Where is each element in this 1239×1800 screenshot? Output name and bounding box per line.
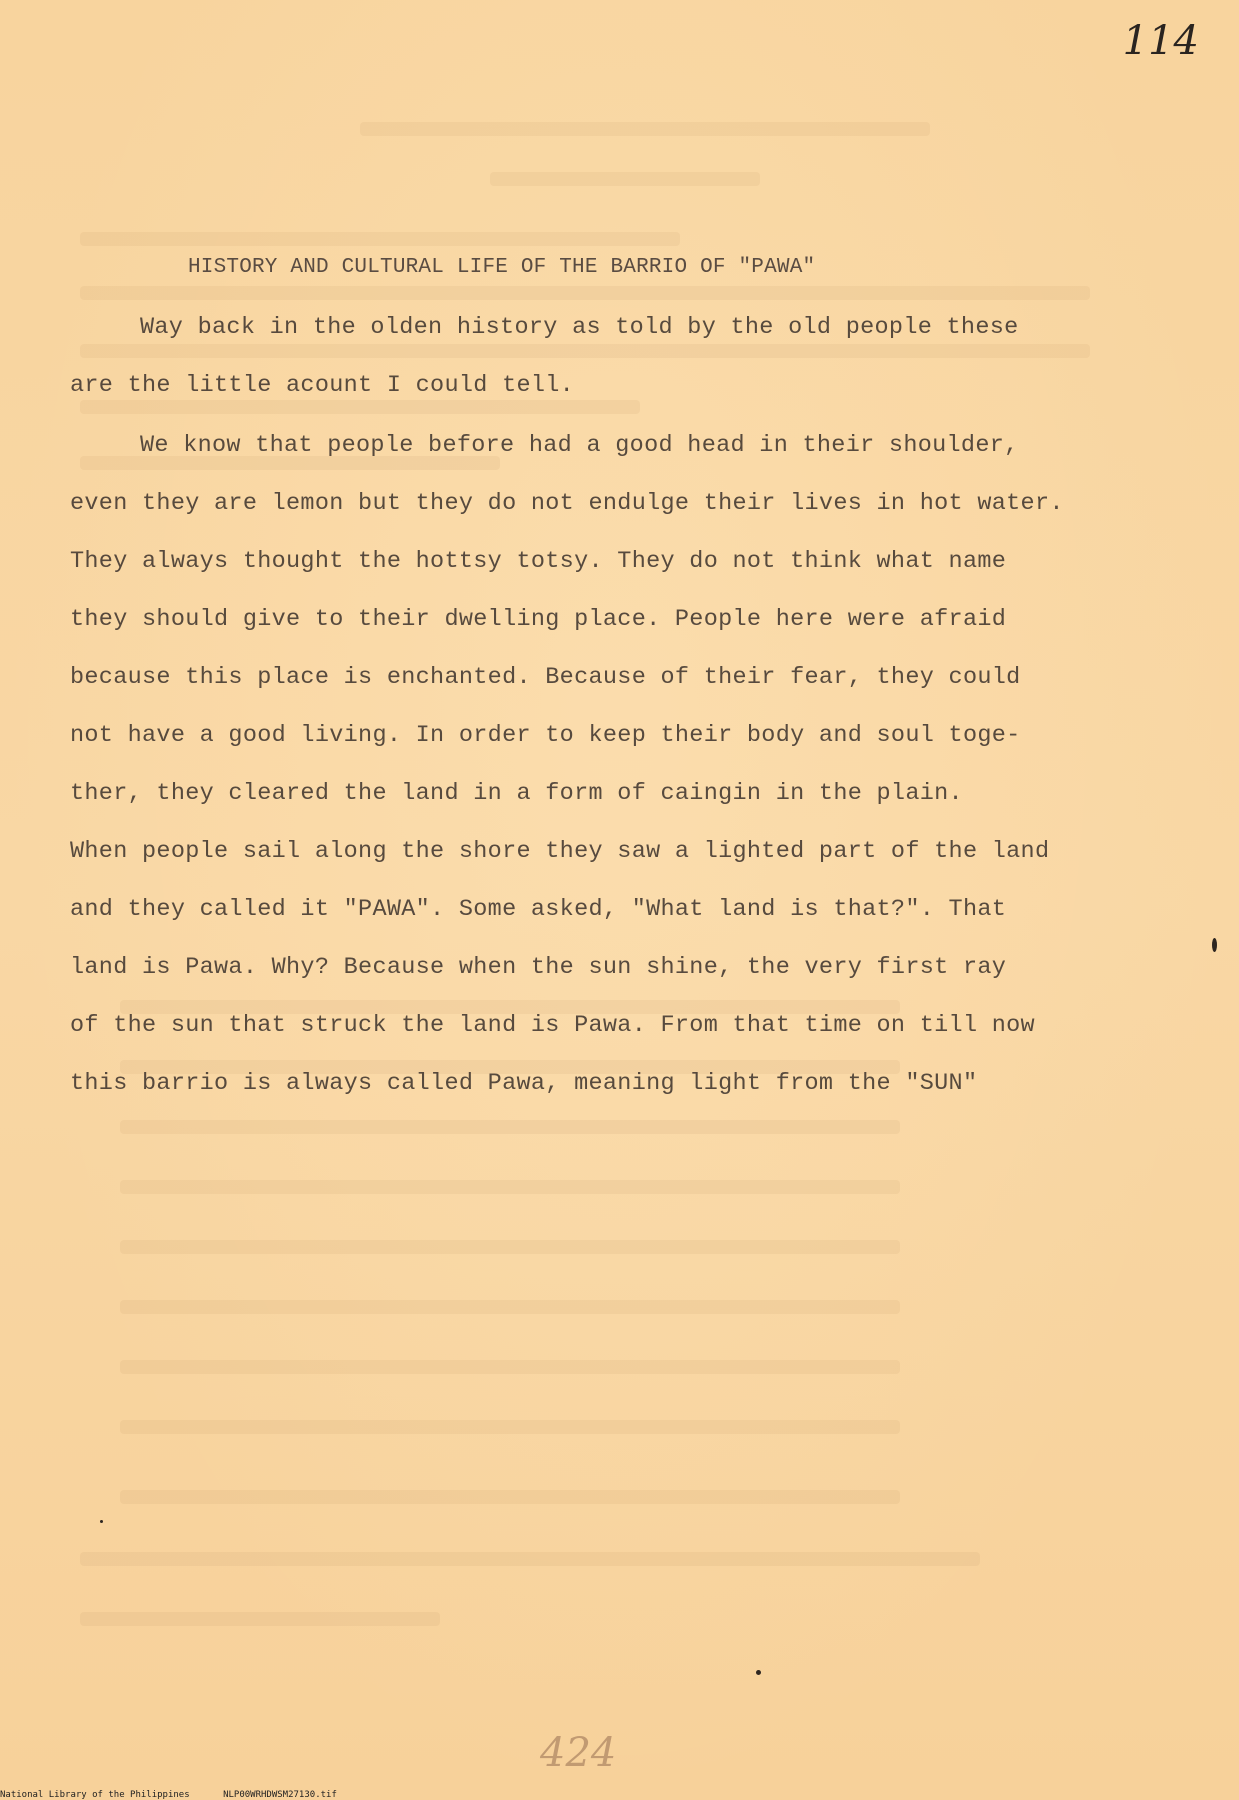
library-label: National Library of the Philippines: [0, 1790, 190, 1800]
text-line: of the sun that struck the land is Pawa. From that time on till now: [70, 1012, 1035, 1039]
bleed-through-line: [120, 1490, 900, 1504]
bleed-through-line: [120, 1300, 900, 1314]
bleed-through-line: [80, 286, 1090, 300]
bleed-through-line: [120, 1360, 900, 1374]
bleed-through-line: [80, 232, 680, 246]
ink-speck: [1212, 938, 1217, 952]
text-line: When people sail along the shore they saw a lighted part of the land: [70, 838, 1050, 865]
text-line: They always thought the hottsy totsy. They do not think what name: [70, 548, 1007, 575]
text-line: are the little acount I could tell.: [70, 372, 575, 399]
text-line: ther, they cleared the land in a form of caingin in the plain.: [70, 780, 963, 807]
folio-number: 114: [1122, 18, 1199, 64]
ink-speck: [100, 1520, 103, 1523]
bleed-through-line: [360, 122, 930, 136]
document-title: HISTORY AND CULTURAL LIFE OF THE BARRIO OF "PAWA": [188, 256, 816, 279]
text-line: not have a good living. In order to keep their body and soul toge-: [70, 722, 1021, 749]
text-line: land is Pawa. Why? Because when the sun shine, the very first ray: [70, 954, 1007, 981]
text-line: they should give to their dwelling place. People here were afraid: [70, 606, 1007, 633]
bleed-through-line: [490, 172, 760, 186]
bleed-through-line: [80, 344, 1090, 358]
file-name: NLP00WRHDWSM27130.tif: [223, 1790, 337, 1800]
bleed-through-line: [120, 1180, 900, 1194]
bleed-through-line: [80, 1552, 980, 1566]
bleed-through-line: [80, 1612, 440, 1626]
bleed-through-line: [120, 1420, 900, 1434]
scan-footer: [0, 1790, 365, 1800]
text-line: even they are lemon but they do not endulge their lives in hot water.: [70, 490, 1064, 517]
text-line: and they called it "PAWA". Some asked, "What land is that?". That: [70, 896, 1007, 923]
text-line: because this place is enchanted. Because of their fear, they could: [70, 664, 1021, 691]
handwritten-page-number: 424: [540, 1730, 617, 1776]
text-line: this barrio is always called Pawa, meaning light from the "SUN": [70, 1070, 978, 1097]
bleed-through-line: [120, 1120, 900, 1134]
bleed-through-line: [120, 1240, 900, 1254]
text-line: We know that people before had a good head in their shoulder,: [140, 432, 1019, 459]
text-line: Way back in the olden history as told by the old people these: [140, 314, 1019, 341]
ink-speck: [756, 1670, 761, 1675]
bleed-through-line: [80, 400, 640, 414]
